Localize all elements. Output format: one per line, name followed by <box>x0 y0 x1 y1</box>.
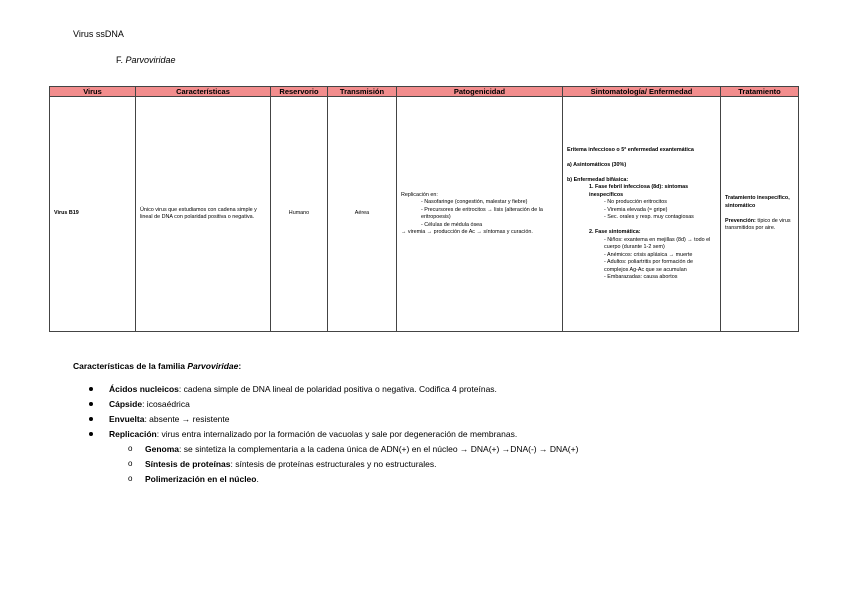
summary-title-prefix: Características de la familia <box>73 361 188 371</box>
family-prefix: F. <box>116 55 126 65</box>
item-key: Replicación <box>109 429 157 439</box>
subitem-key: Genoma <box>145 444 180 454</box>
header-patogenicidad: Patogenicidad <box>397 87 563 97</box>
table-row <box>50 97 799 332</box>
sinto-line: - No producción eritrocitos <box>604 199 667 205</box>
sinto-line <box>567 222 716 230</box>
sinto-line: - Anémicos: crisis aplásica → muerte <box>604 251 693 258</box>
subitem-key: Síntesis de proteínas <box>145 459 231 469</box>
cell-reservorio: Humano <box>271 97 328 332</box>
item-key: Ácidos nucleicos <box>109 384 179 394</box>
pat-item: - Precursores de eritrocitos → lisis (alteración de la eritropoesis) <box>421 206 543 220</box>
item-key: Cápside <box>109 399 143 409</box>
subitem-key: Polimerización en el núcleo <box>145 474 257 484</box>
item-text: : icosaédrica <box>142 399 190 409</box>
subitem-text: : se sintetiza la complementaria a la cadena única de ADN(+) en el núcleo → DNA(+) →DNA(-) → DNA(+) <box>179 444 579 454</box>
sinto-line: - Viremia elevada (≈ gripe) <box>604 206 668 213</box>
pat-conclusion: → viremia → producción de Ac → síntomas y curación. <box>401 229 533 235</box>
cell-transmision: Aérea <box>328 97 397 332</box>
header-transmision: Transmisión <box>328 87 397 97</box>
list-item <box>73 382 578 397</box>
replication-sublist <box>109 442 578 487</box>
sinto-line: b) Enfermedad bifásica: <box>567 176 629 183</box>
sinto-line: Eritema infeccioso o 5ª enfermedad exantemática <box>567 146 694 153</box>
family-title <box>116 55 176 65</box>
sinto-line <box>567 154 716 162</box>
sublist-item <box>109 472 578 487</box>
item-text: : cadena simple de DNA lineal de polaridad positiva o negativa. Codifica 4 proteínas. <box>178 384 497 394</box>
sinto-line: a) Asintomáticos (30%) <box>567 161 627 168</box>
pat-intro: Replicación en: <box>401 191 438 198</box>
family-summary <box>73 359 578 487</box>
header-sintomatologia: Sintomatología/ Enfermedad <box>563 87 721 97</box>
subitem-text: . <box>256 474 259 484</box>
treatment-label: Tratamiento inespecífico, sintomático <box>725 195 790 209</box>
subitem-text: : síntesis de proteínas estructurales y no estructurales. <box>230 459 437 469</box>
table-header-row <box>50 87 799 97</box>
item-text: : absente → resistente <box>144 414 230 424</box>
sublist-item <box>109 442 578 457</box>
header-reservorio: Reservorio <box>271 87 328 97</box>
prevention-label: Prevención: <box>725 217 756 224</box>
cell-caracteristicas: Único virus que estudiamos con cadena simple y lineal de DNA con polaridad positiva o negativa. <box>136 97 271 332</box>
header-caracteristicas: Características <box>136 87 271 97</box>
cell-virus: Virus B19 <box>50 97 136 332</box>
sinto-line <box>567 169 716 177</box>
sinto-line: 2. Fase sintomática: <box>589 229 641 235</box>
cell-tratamiento <box>721 97 799 332</box>
sinto-line: - Sec. orales y resp. muy contagiosas <box>604 214 694 220</box>
list-item <box>73 412 578 427</box>
sinto-line: - Adultos: poliartritis por formación de complejos Ag-Ac que se acumulan <box>604 259 693 273</box>
prevention-detail: típico de virus transmitidos por aire. <box>725 217 791 232</box>
cell-sintomatologia <box>563 97 721 332</box>
family-name: Parvoviridae <box>125 55 176 65</box>
cell-patogenicidad <box>397 97 563 332</box>
sublist-item <box>109 457 578 472</box>
header-virus: Virus <box>50 87 136 97</box>
page-heading: Virus ssDNA <box>73 29 124 39</box>
sinto-line: - Niños: exantema en mejillas (8d) → todo el cuerpo (durante 1-2 sem) <box>604 236 711 250</box>
summary-title <box>73 359 578 374</box>
list-item <box>73 397 578 412</box>
virus-table <box>49 86 799 332</box>
pat-item: - Células de médula ósea <box>421 221 483 228</box>
item-text: : virus entra internalizado por la formación de vacuolas y sale por degeneración de membranas. <box>156 429 518 439</box>
summary-list <box>73 382 578 487</box>
pat-item: - Nasofaringe (congestión, malestar y fiebre) <box>421 199 528 205</box>
sinto-line: 1. Fase febril infecciosa (8d): síntomas inespecíficos <box>589 184 689 198</box>
list-item <box>73 427 578 487</box>
header-tratamiento: Tratamiento <box>721 87 799 97</box>
summary-title-suffix: : <box>238 361 242 371</box>
summary-title-name: Parvoviridae <box>187 361 239 371</box>
item-key: Envuelta <box>109 414 145 424</box>
sinto-line: - Embarazadas: causa abortos <box>604 274 678 280</box>
prevention-text <box>725 218 794 233</box>
